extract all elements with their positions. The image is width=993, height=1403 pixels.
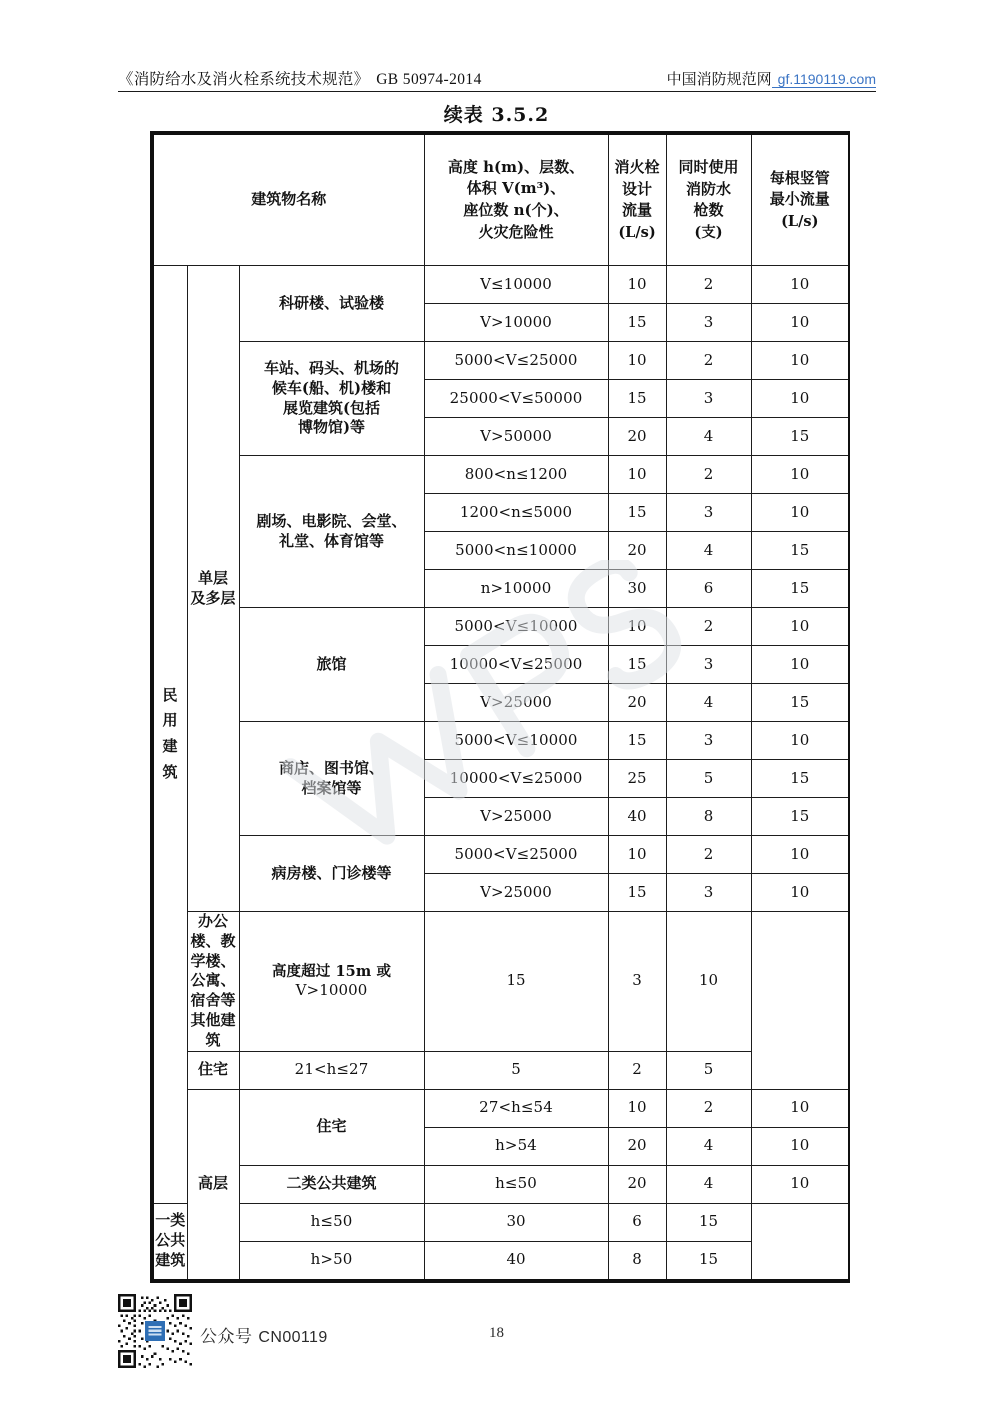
nozzle-count-cell: 3 <box>666 646 751 684</box>
riser-flow-cell: 10 <box>751 266 849 304</box>
category-name: 科研楼、试验楼 <box>239 266 424 342</box>
riser-flow-cell: 15 <box>751 532 849 570</box>
hydrant-flow-cell: 20 <box>608 1165 666 1203</box>
table-row <box>153 1089 849 1127</box>
site-url-link[interactable]: gf.1190119.com <box>772 71 876 88</box>
condition-cell: 10000<V≤25000 <box>424 646 608 684</box>
group-label-residential: 民 用 建 筑 <box>153 266 187 1204</box>
riser-flow-cell: 15 <box>666 1203 751 1241</box>
nozzle-count-cell: 2 <box>666 456 751 494</box>
table-header-row <box>153 134 849 266</box>
nozzle-count-cell: 2 <box>666 342 751 380</box>
table-row <box>153 1165 849 1203</box>
table-row <box>153 342 849 380</box>
hydrant-flow-cell: 10 <box>608 836 666 874</box>
site-credit <box>667 68 876 89</box>
nozzle-count-cell: 8 <box>666 798 751 836</box>
hydrant-flow-cell: 10 <box>608 266 666 304</box>
subgroup-label-low-rise: 单层 及多层 <box>187 266 239 912</box>
table-row <box>153 1051 849 1089</box>
nozzle-count-cell: 6 <box>608 1203 666 1241</box>
nozzle-count-cell: 2 <box>666 836 751 874</box>
riser-flow-cell: 10 <box>666 912 751 1052</box>
hydrant-flow-table <box>152 133 850 1281</box>
riser-flow-cell: 10 <box>751 456 849 494</box>
riser-flow-cell: 10 <box>751 380 849 418</box>
spec-table-wrapper <box>152 133 848 1281</box>
table-row <box>153 608 849 646</box>
col-header-building-name: 建筑物名称 <box>153 134 424 266</box>
nozzle-count-cell: 5 <box>666 760 751 798</box>
category-name: 住宅 <box>239 1089 424 1165</box>
condition-cell: 21<h≤27 <box>239 1051 424 1089</box>
condition-cell: 27<h≤54 <box>424 1089 608 1127</box>
hydrant-flow-cell: 20 <box>608 418 666 456</box>
category-name: 一类公共建筑 <box>153 1203 187 1280</box>
riser-flow-cell: 10 <box>751 1089 849 1127</box>
nozzle-count-cell: 4 <box>666 1127 751 1165</box>
riser-flow-cell: 10 <box>751 494 849 532</box>
condition-cell: h>50 <box>239 1241 424 1280</box>
condition-cell: h>54 <box>424 1127 608 1165</box>
condition-cell: 1200<n≤5000 <box>424 494 608 532</box>
page-number: 18 <box>489 1325 504 1341</box>
condition-cell: V>10000 <box>424 304 608 342</box>
condition-cell: 25000<V≤50000 <box>424 380 608 418</box>
condition-cell: V>25000 <box>424 684 608 722</box>
category-name: 商店、图书馆、 档案馆等 <box>239 722 424 836</box>
riser-flow-cell: 10 <box>751 874 849 912</box>
table-row <box>153 722 849 760</box>
standard-reference <box>118 67 482 89</box>
nozzle-count-cell: 3 <box>666 874 751 912</box>
col-header-nozzle-count: 同时使用 消防水 枪数 (支) <box>666 134 751 266</box>
category-name: 二类公共建筑 <box>239 1165 424 1203</box>
riser-flow-cell: 10 <box>751 722 849 760</box>
condition-cell: V>25000 <box>424 798 608 836</box>
condition-cell: V≤10000 <box>424 266 608 304</box>
riser-flow-cell: 10 <box>751 836 849 874</box>
nozzle-count-cell: 3 <box>608 912 666 1052</box>
subgroup-label-high-rise: 高层 <box>187 1089 239 1280</box>
riser-flow-cell: 15 <box>751 684 849 722</box>
condition-cell: 5000<V≤10000 <box>424 608 608 646</box>
condition-cell: 高度超过 15m 或 V>10000 <box>239 912 424 1052</box>
col-header-condition: 高度 h(m)、层数、 体积 V(m³)、 座位数 n(个)、 火灾危险性 <box>424 134 608 266</box>
nozzle-count-cell: 3 <box>666 722 751 760</box>
riser-flow-cell: 10 <box>751 646 849 684</box>
nozzle-count-cell: 2 <box>666 608 751 646</box>
nozzle-count-cell: 3 <box>666 304 751 342</box>
wechat-account-label: 公众号 CN00119 <box>200 1327 328 1347</box>
table-body <box>153 266 849 1280</box>
hydrant-flow-cell: 15 <box>608 494 666 532</box>
hydrant-flow-cell: 10 <box>608 342 666 380</box>
table-row <box>153 456 849 494</box>
condition-cell: h≤50 <box>239 1203 424 1241</box>
condition-cell: 800<n≤1200 <box>424 456 608 494</box>
site-name: 中国消防规范网 <box>666 70 772 88</box>
running-header <box>118 66 876 92</box>
hydrant-flow-cell: 5 <box>424 1051 608 1089</box>
hydrant-flow-cell: 40 <box>424 1241 608 1280</box>
nozzle-count-cell: 2 <box>608 1051 666 1089</box>
table-row <box>153 912 849 1052</box>
table-caption: 续表 3.5.2 <box>443 104 550 126</box>
col-header-hydrant-flow: 消火栓 设计 流量 (L/s) <box>608 134 666 266</box>
nozzle-count-cell: 4 <box>666 1165 751 1203</box>
riser-flow-cell: 10 <box>751 304 849 342</box>
nozzle-count-cell: 6 <box>666 570 751 608</box>
hydrant-flow-cell: 30 <box>424 1203 608 1241</box>
nozzle-count-cell: 4 <box>666 684 751 722</box>
standard-number: GB 50974-2014 <box>376 71 482 88</box>
standard-title: 《消防给水及消火栓系统技术规范》 <box>118 70 370 88</box>
category-name: 旅馆 <box>239 608 424 722</box>
condition-cell: V>25000 <box>424 874 608 912</box>
table-row <box>153 1203 849 1241</box>
hydrant-flow-cell: 30 <box>608 570 666 608</box>
hydrant-flow-cell: 40 <box>608 798 666 836</box>
hydrant-flow-cell: 20 <box>608 532 666 570</box>
hydrant-flow-cell: 15 <box>608 304 666 342</box>
hydrant-flow-cell: 20 <box>608 1127 666 1165</box>
nozzle-count-cell: 3 <box>666 380 751 418</box>
riser-flow-cell: 10 <box>751 1127 849 1165</box>
category-name: 病房楼、门诊楼等 <box>239 836 424 912</box>
condition-cell: V>50000 <box>424 418 608 456</box>
condition-cell: h≤50 <box>424 1165 608 1203</box>
condition-cell: 10000<V≤25000 <box>424 760 608 798</box>
hydrant-flow-cell: 15 <box>608 646 666 684</box>
riser-flow-cell: 15 <box>666 1241 751 1280</box>
col-header-riser-min-flow: 每根竖管 最小流量 (L/s) <box>751 134 849 266</box>
category-name: 剧场、电影院、会堂、 礼堂、体育馆等 <box>239 456 424 608</box>
nozzle-count-cell: 4 <box>666 532 751 570</box>
condition-cell: n>10000 <box>424 570 608 608</box>
riser-flow-cell: 15 <box>751 798 849 836</box>
hydrant-flow-cell: 20 <box>608 684 666 722</box>
nozzle-count-cell: 2 <box>666 266 751 304</box>
category-name: 住宅 <box>187 1051 239 1089</box>
hydrant-flow-cell: 15 <box>608 380 666 418</box>
condition-cell: 5000<V≤25000 <box>424 342 608 380</box>
hydrant-flow-cell: 15 <box>608 722 666 760</box>
category-name: 车站、码头、机场的 候车(船、机)楼和 展览建筑(包括 博物馆)等 <box>239 342 424 456</box>
table-row <box>153 836 849 874</box>
condition-cell: 5000<V≤10000 <box>424 722 608 760</box>
nozzle-count-cell: 3 <box>666 494 751 532</box>
nozzle-count-cell: 2 <box>666 1089 751 1127</box>
riser-flow-cell: 10 <box>751 608 849 646</box>
condition-cell: 5000<V≤25000 <box>424 836 608 874</box>
hydrant-flow-cell: 15 <box>608 874 666 912</box>
hydrant-flow-cell: 25 <box>608 760 666 798</box>
nozzle-count-cell: 4 <box>666 418 751 456</box>
hydrant-flow-cell: 10 <box>608 1089 666 1127</box>
riser-flow-cell: 15 <box>751 570 849 608</box>
category-name: 办公楼、教学楼、 公寓、宿舍等其他建筑 <box>187 912 239 1052</box>
nozzle-count-cell: 8 <box>608 1241 666 1280</box>
riser-flow-cell: 15 <box>751 760 849 798</box>
table-row <box>153 1241 849 1280</box>
riser-flow-cell: 10 <box>751 342 849 380</box>
hydrant-flow-cell: 15 <box>424 912 608 1052</box>
hydrant-flow-cell: 10 <box>608 456 666 494</box>
hydrant-flow-cell: 10 <box>608 608 666 646</box>
condition-cell: 5000<n≤10000 <box>424 532 608 570</box>
riser-flow-cell: 10 <box>751 1165 849 1203</box>
riser-flow-cell: 5 <box>666 1051 751 1089</box>
table-row <box>153 266 849 304</box>
riser-flow-cell: 15 <box>751 418 849 456</box>
